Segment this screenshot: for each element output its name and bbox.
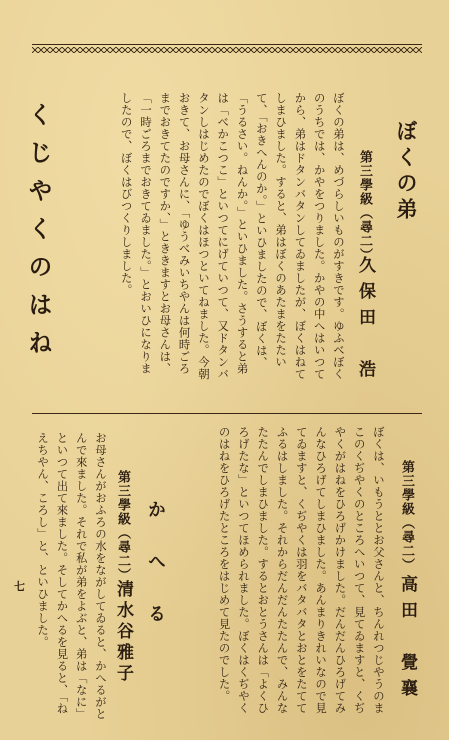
section-divider [32, 413, 422, 414]
article1-title: ぼくの弟 [394, 120, 419, 224]
top-wavy-border [32, 47, 422, 53]
article3-grade: 第三學級（尋二） [115, 470, 130, 582]
article1-author: 久保田 浩 [355, 256, 375, 386]
article2-heading: くじやくのはね [24, 102, 53, 368]
article3-title: か へ る [145, 500, 166, 630]
top-rule [32, 44, 422, 45]
article2-grade: 第三學級（尋二） [399, 460, 414, 572]
page-number: 七 [14, 580, 25, 593]
article2-body: ぼくは、いもうととお父さんと、ちんれつじやうのまこのくぢやくのところへいつて、見てゐますと、くぢやくがはねをひろげかけました。だんだんひろげてみんなひろげてしまひました。あんまりきれいなので見てゐますと、くぢやくは羽をバタバタとおとをたててふるはしました。それからだんだんたたんで、みんなたたんでしまひました。するとおとうさんは「よくひろげたな」といつてほめられました。ぼくはくぢやくのはねをひろげたところをはじめて見たのでした。 [217, 426, 386, 714]
article1-body: ぼくの弟は、めづらしいものがすきです。ゆふべぼくのうちでは、かやをつりました。かやの中へはいつてから、弟はドタンバタンしてゐましたが、ぼくはねてしまひました。すると、弟はぼくのあたまをたたいて、「おきへんのか。」といひましたので、ぼくは、「うるさい。ねんか。」といひました。さうすると弟は「べかこつこ」といつてにげていつて、又ドタンバタンしはじめたのでぼくはほつといてねました。今朝おきて、お母さんに、「ゆうべみいちやんは何時ごろまでおきてたのですか、」とききますとお母さんは、「一時ごろまでおきてゐました。」とおいひになりましたので、ぼくはびつくりしました。 [119, 92, 346, 380]
article3-body: お母さんがおふろの水をながしてゐると、かへるがとんで來ました。それで私が弟をよぶと、弟は「なに」といつて出て來ました。そしてかへるを見ると、「ねえちやん、ころし」と、といひました。 [36, 432, 108, 720]
article1-grade: 第三學級（尋二） [357, 150, 372, 262]
article2-author: 高田 覺襄 [397, 575, 417, 705]
article3-author: 清水谷雅子 [113, 580, 133, 685]
